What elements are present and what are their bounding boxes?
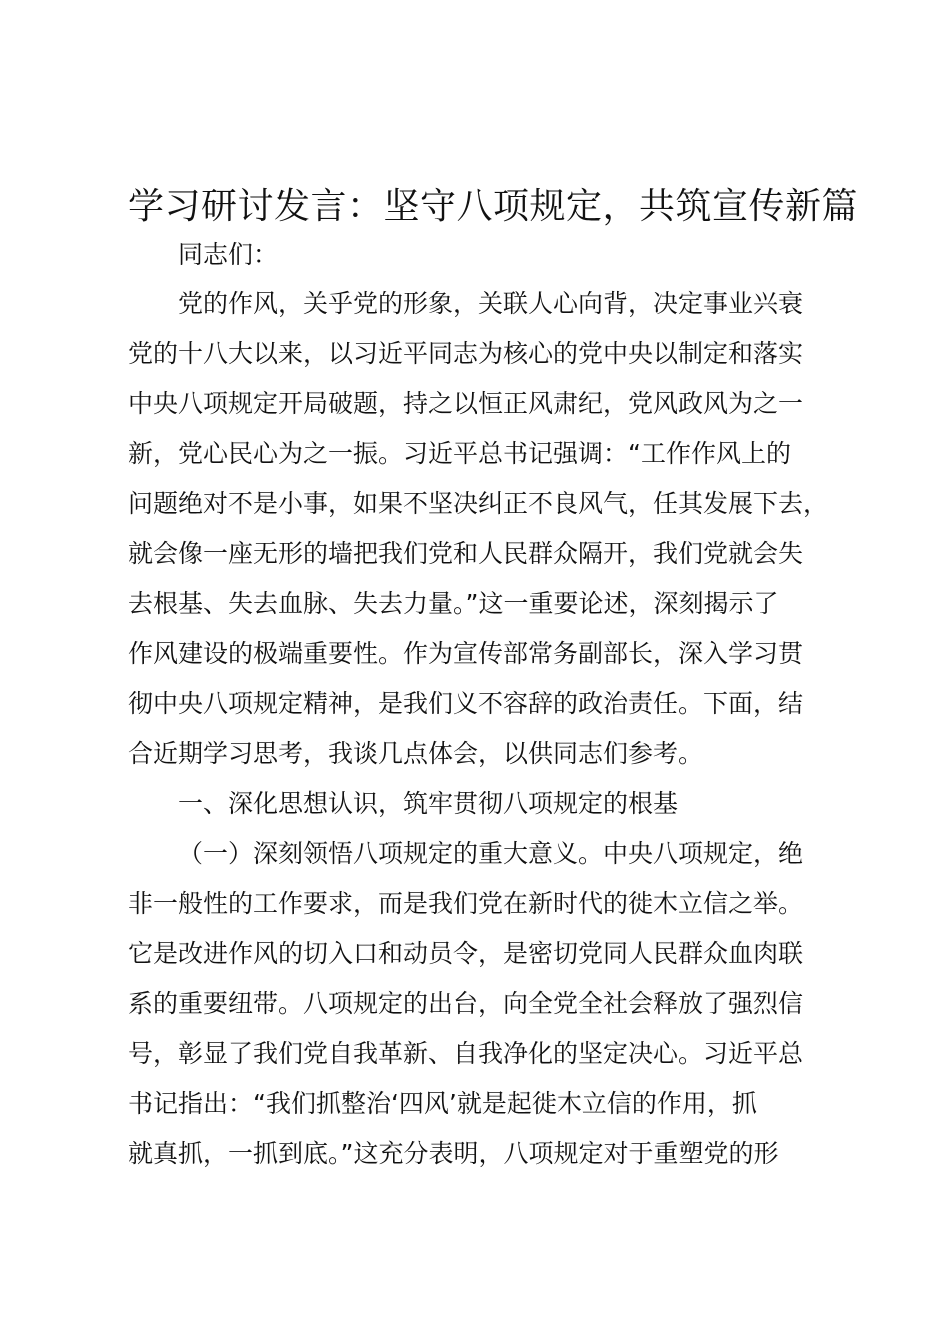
salutation: 同志们：	[178, 240, 279, 269]
paragraph-line: 就真抓，一抓到底。”这充分表明，八项规定对于重塑党的形	[128, 1139, 779, 1168]
paragraph-line: 去根基、失去血脉、失去力量。”这一重要论述，深刻揭示了	[128, 589, 779, 618]
paragraph-line: （一）深刻领悟八项规定的重大意义。中央八项规定，绝	[178, 839, 804, 868]
paragraph-line: 就会像一座无形的墙把我们党和人民群众隔开，我们党就会失	[128, 539, 804, 568]
section-heading: 一、深化思想认识，筑牢贯彻八项规定的根基	[178, 789, 679, 818]
paragraph-line: 它是改进作风的切入口和动员令，是密切党同人民群众血肉联	[128, 939, 804, 968]
document-title: 学习研讨发言：坚守八项规定，共筑宣传新篇	[128, 186, 859, 227]
paragraph-line: 书记指出：“我们抓整治‘四风’就是起徙木立信的作用，抓	[128, 1089, 757, 1118]
paragraph-line: 号，彰显了我们党自我革新、自我净化的坚定决心。习近平总	[128, 1039, 804, 1068]
paragraph-line: 系的重要纽带。八项规定的出台，向全党全社会释放了强烈信	[128, 989, 804, 1018]
paragraph-line: 问题绝对不是小事，如果不坚决纠正不良风气，任其发展下去，	[128, 489, 829, 518]
paragraph-line: 党的十八大以来，以习近平同志为核心的党中央以制定和落实	[128, 339, 804, 368]
paragraph-line: 彻中央八项规定精神，是我们义不容辞的政治责任。下面，结	[128, 689, 804, 718]
paragraph-line: 中央八项规定开局破题，持之以恒正风肃纪，党风政风为之一	[128, 389, 804, 418]
paragraph-line: 合近期学习思考，我谈几点体会，以供同志们参考。	[128, 739, 704, 768]
paragraph-line: 作风建设的极端重要性。作为宣传部常务副部长，深入学习贯	[128, 639, 804, 668]
paragraph-line: 党的作风，关乎党的形象，关联人心向背，决定事业兴衰	[178, 289, 804, 318]
paragraph-line: 新，党心民心为之一振。习近平总书记强调：“工作作风上的	[128, 439, 791, 468]
paragraph-line: 非一般性的工作要求，而是我们党在新时代的徙木立信之举。	[128, 889, 804, 918]
